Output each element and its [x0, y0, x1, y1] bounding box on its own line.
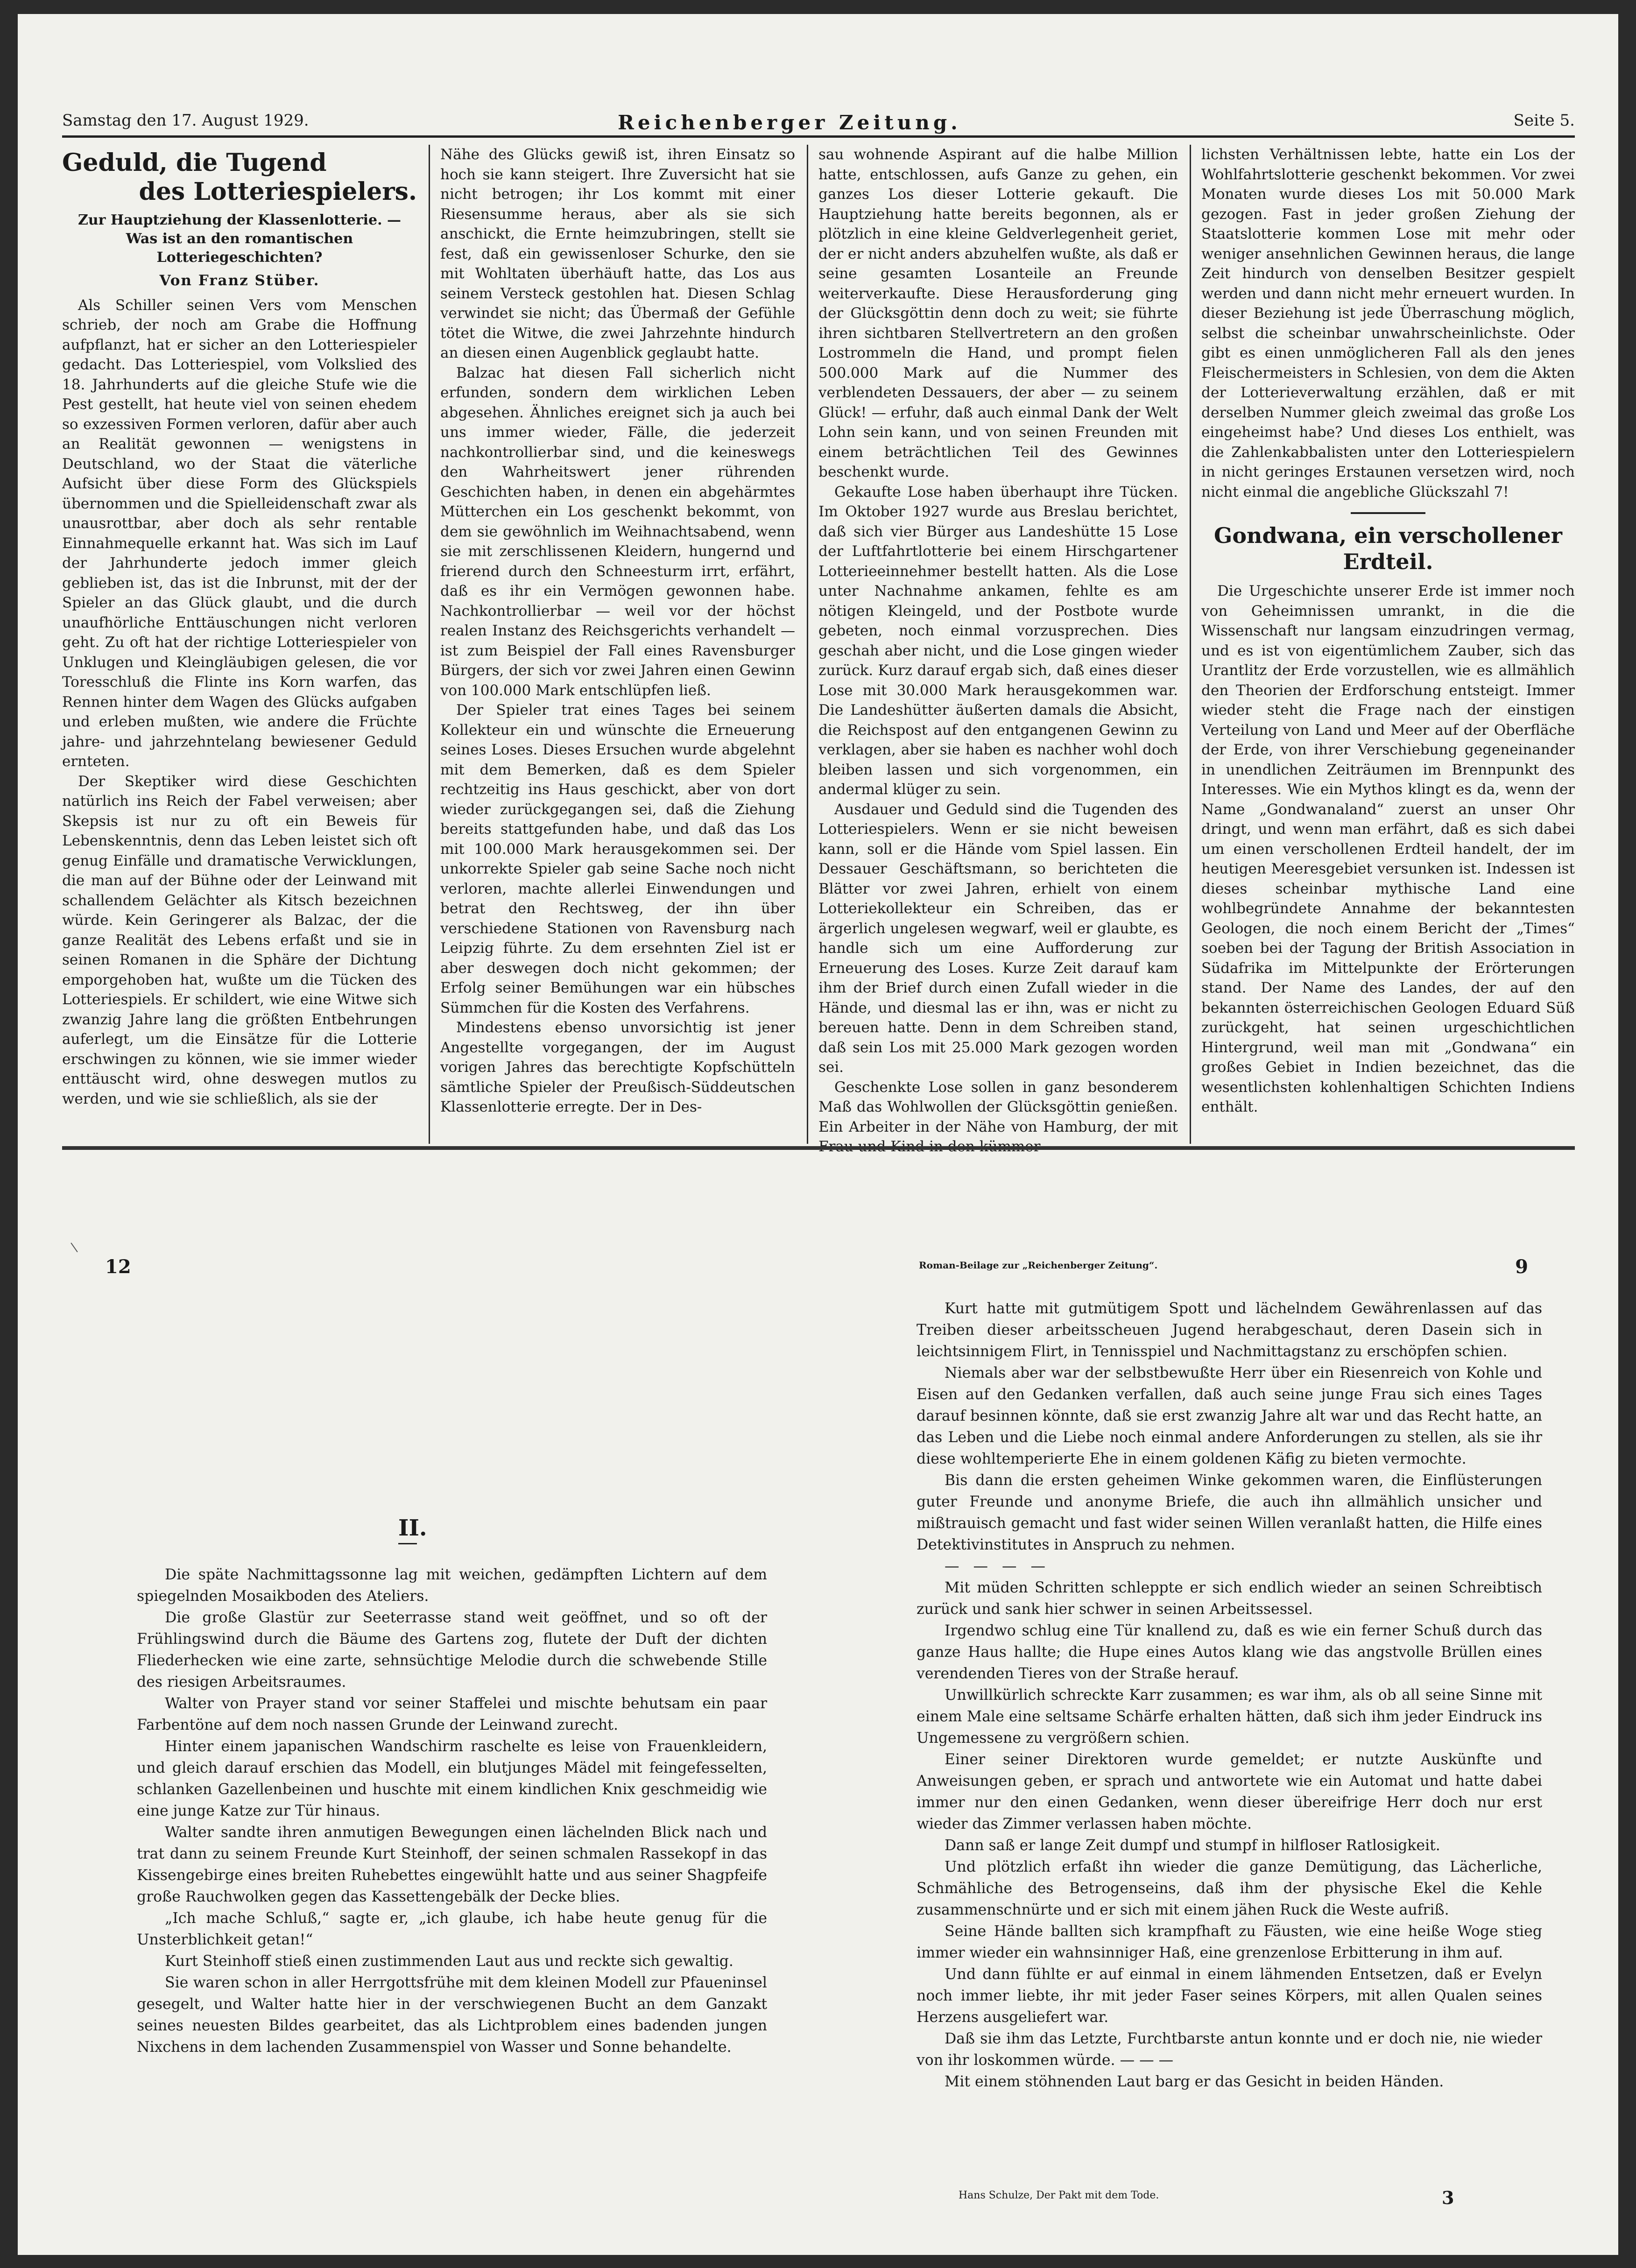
paragraph: Walter von Prayer stand vor seiner Staffelei und mischte behutsam ein paar Farbentöne auf dem noch nassen Grunde der Leinwand zurecht. — [137, 1695, 767, 1733]
page-footer-author: Hans Schulze, Der Pakt mit dem Tode. — [959, 2190, 1159, 2201]
paragraph: Niemals aber war der selbstbewußte Herr über ein Riesenreich von Kohle und Eisen auf den Gedanken verfallen, daß auch seine junge Frau sich eines Tages darauf besinnen könnte, daß sie erst zwanzig Jahre alt war und das Recht hatte, an das Leben und die Liebe noch einmal andere Anforderungen zu stellen, als sie ihr diese wohltemperierte Ehe in einem goldenen Käfig zu bieten vermochte. — [917, 1365, 1542, 1467]
article-title-line2: des Lotteriespielers. — [139, 177, 417, 206]
paragraph: Dann saß er lange Zeit dumpf und stumpf in hilfloser Ratlosigkeit. — [945, 1837, 1440, 1854]
paragraph: Bis dann die ersten geheimen Winke gekommen waren, die Einflüsterungen guter Freunde und anonyme Briefe, die auch ihn allmählich unsicher und mißtrauisch gemacht und fast wider seinen Willen veranlaßt hatten, die Hilfe eines Detektivinstitutes in Anspruch zu nehmen. — [917, 1472, 1542, 1553]
paragraph: lichsten Verhältnissen lebte, hatte ein Los der Wohlfahrtslotterie geschenkt bekommen. Vor zwei Monaten wurde dieses Los mit 50.000 Mark gezogen. Fast in jeder großen Ziehung der Staatslotterie kommen Lose mit mehr oder weniger ansehnlichen Gewinnen heraus, die lange Zeit hindurch von denselben Besitzer gespielt werden und dann nicht mehr erneuert wurden. In dieser Beziehung ist jede Überraschung möglich, selbst die scheinbar unwahrscheinlichste. Oder gibt es einen unmöglicheren Fall als den jenes Fleischermeisters in Schlesien, von dem die Akten der Lotterieverwaltung erzählen, daß er mit derselben Nummer gleich zweimal das große Los eingeheimst habe? Und dieses Los enthielt, was die Zahlenkabbalisten unter den Lotteriespielern in nicht geringes Erstaunen versetzen wird, noch nicht einmal die angebliche Glückszahl 7! — [1201, 146, 1575, 500]
paragraph: Mit einem stöhnenden Laut barg er das Gesicht in beiden Händen. — [945, 2073, 1444, 2090]
paragraph: Der Skeptiker wird diese Geschichten natürlich ins Reich der Fabel verweisen; aber Skepsis ist nur zu oft ein Beweis für Lebenskenntnis, denn das Leben leistet sich oft genug Einfälle und dramatische Verwicklungen, die man auf der Bühne oder der Leinwand mit schallendem Gelächter als Kitsch bezeichnen würde. Kein Geringerer als Balzac, der die ganze Realität des Lebens erfaßt und sie in seinen Romanen in die Sphäre der Dichtung emporgehoben hat, wußte um die Tücken des Lotteriespiels. Er schildert, wie eine Witwe sich zwanzig Jahre lang die größten Entbehrungen auferlegt, um die Einsätze für die Lotterie erschwingen zu können, wie sie immer wieder enttäuscht wird, ohne deswegen mutlos zu werden, und wie sie schließlich, als sie der — [62, 773, 417, 1107]
column-2 — [440, 145, 795, 1139]
paragraph: Daß sie ihm das Letzte, Furchtbarste antun konnte und er doch nie, nie wieder von ihr loskommen würde. — — — — [917, 2030, 1542, 2069]
paragraph: Der Spieler trat eines Tages bei seinem Kollekteur ein und wünschte die Erneuerung seines Loses. Dieses Ersuchen wurde abgelehnt mit dem Bemerken, daß es dem Spieler rechtzeitig ins Haus geschickt, aber von dort wieder zurückgegangen sei, daß die Ziehung bereits stattgefunden habe, und daß das Los mit 100.000 Mark herausgekommen sei. Der unkorrekte Spieler gab seine Sache noch nicht verloren, machte allerlei Einwendungen und betrat den Rechtsweg, der ihn über verschiedene Stationen von Ravensburg nach Leipzig führte. Zu dem ersehnten Ziel ist er aber deswegen doch nicht gekommen; der Erfolg seiner Bemühungen war ein hübsches Sümmchen für die Kosten des Verfahrens. — [440, 702, 795, 1016]
page-bottom-rule — [62, 1146, 1575, 1150]
article-title-line1: Geduld, die Tugend — [62, 148, 327, 177]
signature-number: 3 — [1442, 2187, 1454, 2208]
paragraph: Walter sandte ihren anmutigen Bewegungen einen lächelnden Blick nach und trat dann zu seinem Freunde Kurt Steinhoff, der seinen schmalen Rassekopf in das Kissengebirge eines breiten Ruhebettes eingewühlt hatte und aus seiner Shagpfeife große Rauchwolken gegen das Kassettengebälk der Decke blies. — [137, 1824, 767, 1905]
article-byline: Von Franz Stüber. — [159, 272, 320, 289]
paragraph: Kurt Steinhoff stieß einen zustimmenden Laut aus und reckte sich gewaltig. — [165, 1953, 733, 1970]
paragraph: Die große Glastür zur Seeterrasse stand weit geöffnet, und so oft der Frühlingswind durch die Bäume des Gartens zog, flutete der Duft der dichten Fliederhecken wie eine zarte, sehnsüchtige Melodie durch die schwebende Stille des riesigen Arbeitsraumes. — [137, 1609, 767, 1690]
header-paper-title: Reichenberger Zeitung. — [618, 111, 961, 134]
article-title — [62, 148, 417, 206]
article-separator — [1351, 512, 1425, 514]
right-page-text — [917, 1298, 1542, 2185]
paragraph: sau wohnende Aspirant auf die halbe Million hatte, entschlossen, aufs Ganze zu gehen, ein ganzes Los dieser Lotterie gekauft. Die Hauptziehung hatte bereits begonnen, als er plötzlich in eine kleine Geldverlegenheit geriet, der er nicht anders abzuhelfen wußte, als daß er seine gesamten Losanteile an Freunde weiterverkaufte. Diese Herausforderung ging der Glücksgöttin denn doch zu weit; sie führte ihren sichtbaren Stellvertretern an den großen Lostrommeln die Hand, und prompt fielen 500.000 Mark auf die Nummer des verblendeten Dessauers, der aber — zu seinem Glück! — erfuhr, daß auch einmal Dank der Welt Lohn sein kann, und von seinen Freunden mit einem beträchtlichen Teil des Gewinnes beschenkt wurde. — [818, 146, 1178, 480]
paragraph: Die späte Nachmittagssonne lag mit weichen, gedämpften Lichtern auf dem spiegelnden Mosaikboden des Ateliers. — [137, 1566, 767, 1605]
scan-mark — [71, 1243, 78, 1253]
column-4 — [1201, 145, 1575, 1139]
article-title: Gondwana, ein verschollener Erdteil. — [1214, 523, 1562, 574]
article-columns — [62, 145, 1575, 1148]
paragraph: Ausdauer und Geduld sind die Tugenden des Lotteriespielers. Wenn er sie nicht beweisen kann, soll er die Hände vom Spiel lassen. Ein Dessauer Geschäftsmann, so berichteten die Blätter vor zwei Jahren, erhielt von einem Lotteriekollekteur ein Schreiben, das er ärgerlich ungelesen wegwarf, weil er glaubte, es handle sich um eine Aufforderung zur Erneuerung des Loses. Kurze Zeit darauf kam ihm der Brief durch einen Zufall wieder in die Hände, und diesmal las er ihn, was er nicht zu bereuen hatte. Denn in dem Schreiben stand, daß sein Los mit 25.000 Mark gezogen worden sei. — [818, 801, 1178, 1076]
paragraph: Und plötzlich erfaßt ihn wieder die ganze Demütigung, das Lächerliche, Schmähliche des Betrogenseins, daß ihm der physische Ekel die Kehle zusammenschnürte und er sich mit einem jähen Ruck die Weste aufriß. — [917, 1859, 1542, 1918]
paragraph: Als Schiller seinen Vers vom Menschen schrieb, der noch am Grabe die Hoffnung aufpflanzt, hat er sicher an den Lotteriespieler gedacht. Das Lotteriespiel, vom Volkslied des 18. Jahrhunderts auf die gleiche Stufe wie die Pest gestellt, hat heute viel von seinen ehedem so exzessiven Formen verloren, dafür aber auch an Realität gewonnen — wenigstens in Deutschland, wo der Staat die väterliche Aufsicht über diese Form des Glückspiels übernommen und die Spielleidenschaft zwar als unausrottbar, aber doch als sehr rentable Einnahmequelle erkannt hat. Was sich im Lauf der Jahrhunderte jedoch immer gleich geblieben ist, das ist die Inbrunst, mit der der Spieler an das Glück glaubt, und die durch unaufhörliche Enttäuschungen nicht verloren geht. Zu oft hat der richtige Lotteriespieler von Unklugen und Kleingläubigen gelesen, die vor Toresschluß die Flinte ins Korn warfen, das Rennen hinter dem Wagen des Glücks aufgaben und erleben mußten, wie andere die Früchte jahre- und jahrzehntelang bewiesener Geduld ernteten. — [62, 296, 417, 770]
section-break: — — — — — [945, 1558, 1051, 1575]
paragraph: Einer seiner Direktoren wurde gemeldet; er nutzte Auskünfte und Anweisungen geben, er sprach und antwortete wie ein Automat und hatte dabei immer nur den einen Gedanken, wenn dieser übereifrige Herr doch nur erst wieder das Zimmer verlassen haben möchte. — [917, 1751, 1542, 1832]
chapter-underline — [398, 1543, 417, 1544]
paragraph: Geschenkte Lose sollen in ganz besonderem Maß das Wohlwollen der Glücksgöttin genießen. Ein Arbeiter in der Nähe von Hamburg, der mit — [818, 1078, 1178, 1135]
supplement-header: Roman-Beilage zur „Reichenberger Zeitung“. — [919, 1260, 1158, 1271]
paragraph: Mit müden Schritten schleppte er sich endlich wieder an seinen Schreibtisch zurück und sank hier schwer in seinen Arbeitssessel. — [917, 1579, 1542, 1618]
paragraph: Hinter einem japanischen Wandschirm raschelte es leise von Frauenkleidern, und gleich darauf erschien das Modell, ein blutjunges Mädel mit feingefesselten, schlanken Gazellenbeinen und huschte mit einem kindlichen Knix geschmeidig wie eine junge Katze zur Tür hinaus. — [137, 1738, 767, 1819]
header-date: Samstag den 17. August 1929. — [62, 111, 309, 130]
left-page-number: 12 — [105, 1256, 131, 1278]
paragraph: „Ich mache Schluß,“ sagte er, „ich glaube, ich habe heute genug für die Unsterblichkeit getan!“ — [137, 1910, 767, 1948]
paragraph: Und dann fühlte er auf einmal in einem lähmenden Entsetzen, daß er Evelyn noch immer liebte, ihr mit jeder Faser seines Körpers, mit allen Qualen seines Herzens ausgeliefert war. — [917, 1966, 1542, 2026]
paragraph: Nähe des Glücks gewiß ist, ihren Einsatz so hoch sie kann steigert. Ihre Zuversicht hat sie nicht betrogen; ihr Los kommt mit einer Riesensumme heraus, aber als sie sich anschickt, die Ernte heimzubringen, stellt sie fest, daß ein gewissenloser Schurke, den sie mit Wohltaten überhäuft hatte, das Los aus seinem Versteck gestohlen hat. Diesen Schlag verwindet sie nicht; das Übermaß der Gefühle tötet die Witwe, die zwei Jahrzehnte hindurch an diesen einen Augenblick geglaubt hatte. — [440, 146, 795, 361]
header-page-number: Seite 5. — [1513, 111, 1575, 130]
column-1 — [62, 145, 417, 1139]
paragraph: Kurt hatte mit gutmütigem Spott und lächelndem Gewährenlassen auf das Treiben dieser arbeitsscheuen Jugend herabgeschaut, deren Dasein sich in leichtsinnigem Flirt, in Tennisspiel und Nachmittagstanz zu erschöpfen schien. — [917, 1300, 1542, 1360]
paragraph: Die Urgeschichte unserer Erde ist immer noch von Geheimnissen umrankt, in die die Wissenschaft nur langsam einzudringen vermag, und es ist von eigentümlichem Zauber, sich das Urantlitz der Erde vorzustellen, wie es allmählich den Theorien der Erdforschung entsteigt. Immer wieder steht die Frage nach der einstigen Verteilung von Land und Meer auf der Oberfläche der Erde, von ihrer Verschiebung gegeneinander in unendlichen Zeiträumen im Brennpunkt des Interesses. Wie ein Mythos klingt es da, wenn der Name „Gondwanaland“ zuerst an unser Ohr dringt, und wenn man erfährt, daß es sich dabei um einen verschollenen Erdteil handelt, der im heutigen Meeresgebiet versunken ist. Indessen ist dieses scheinbar mythische Land eine wohlbegründete Annahme der bekanntesten Geologen, die noch einem Bericht der „Times“ soeben bei der Tagung der British Association in Südafrika im Mittelpunkte der Erörterungen stand. Der Name des Landes, der auf den bekannten österreichischen Geologen Eduard Süß zurückgeht, hat seinen urgeschichtlichen Hintergrund, weil man mit „Gondwana“ ein großes Gebiet in Indien bezeichnet, das die wesentlichsten kohlenhaltigen Schichten Indiens enthält. — [1201, 583, 1575, 1115]
paragraph: Balzac hat diesen Fall sicherlich nicht erfunden, sondern dem wirklichen Leben abgesehen. Ähnliches ereignet sich ja auch bei uns immer wieder, Fälle, die jederzeit nachkontrollierbar sind, und die keineswegs den Wahrheitswert jener rührenden Geschichten haben, in denen ein abgehärmtes Mütterchen ein Los geschenkt bekommt, von dem sie gewöhnlich im Weihnachtsabend, wenn sie mit zerschlissenen Kleidern, hungernd und frierend durch den Schneesturm irrt, erfährt, daß es ihr ein Vermögen gewonnen habe. Nachkontrollierbar — weil vor der höchst realen Instanz des Reichsgerichts verhandelt — ist zum Beispiel der Fall eines Ravensburger Bürgers, der sich vor zwei Jahren einen Gewinn von 100.000 Mark entschlüpfen ließ. — [440, 364, 795, 699]
paragraph: Mindestens ebenso unvorsichtig ist jener Angestellte vorgegangen, der im August vorigen Jahres das berechtigte Kopfschütteln sämtliche Spieler der Preußisch-Süddeutschen Klassenlotterie erregte. Der in Des- — [440, 1019, 795, 1115]
paragraph: Sie waren schon in aller Herrgottsfrühe mit dem kleinen Modell zur Pfaueninsel gesegelt, und Walter hatte hier in der verschwiegenen Bucht an dem Ganzakt seines neuesten Bildes gearbeitet, das als Lichtproblem eines badenden jungen Nixchens in dem lachenden Zusammenspiel von Wasser und Sonne behandelte. — [137, 1974, 767, 2056]
scanned-sheet — [18, 14, 1618, 2255]
paragraph: Seine Hände ballten sich krampfhaft zu Fäusten, wie eine heiße Woge stieg immer wieder ein wahnsinniger Haß, eine grenzenlose Erbitterung in ihm auf. — [917, 1923, 1542, 1961]
column-3 — [818, 145, 1178, 1139]
paragraph: Unwillkürlich schreckte Karr zusammen; es war ihm, als ob all seine Sinne mit einem Male eine seltsame Schärfe erhalten hätten, daß sich ihm jeder Eindruck ins Ungemessene zu vergrößern schien. — [917, 1687, 1542, 1747]
left-page-text — [137, 1564, 767, 2227]
chapter-number: II. — [398, 1515, 427, 1541]
article-subhead: Zur Hauptziehung der Klassenlotterie. — Was ist an den romantischen Lotteriegeschichten? — [78, 212, 402, 266]
newspaper-page — [62, 103, 1575, 1158]
novel-supplement-spread — [62, 1209, 1575, 2246]
right-page-number: 9 — [1515, 1256, 1528, 1278]
running-head — [62, 103, 1575, 138]
paragraph: Gekaufte Lose haben überhaupt ihre Tücken. Im Oktober 1927 wurde aus Breslau berichtet, daß sich vier Bürger aus Landeshütte 15 Lose der Luftfahrtlotterie bei einem Hirschgartener Lotterieeinnehmer bestellt hatten. Als die Lose unter Nachnahme ankamen, fehlte es am nötigen Kleingeld, und der Postbote wurde gebeten, noch einmal vorzusprechen. Dies geschah aber nicht, und die Lose gingen wieder zurück. Kurz darauf ergab sich, daß eines dieser Lose mit 30.000 Mark herausgekommen war. Die Landeshütter äußerten damals die Absicht, die Reichspost auf den entgangenen Gewinn zu verklagen, aber sie haben es nachher wohl doch bleiben lassen und sich vorgenommen, ein andermal klüger zu sein. — [818, 483, 1178, 798]
paragraph: Irgendwo schlug eine Tür knallend zu, daß es wie ein ferner Schuß durch das ganze Haus hallte; die Hupe eines Autos klang wie das angstvolle Brüllen eines verendenden Tieres von der Straße herauf. — [917, 1622, 1542, 1682]
